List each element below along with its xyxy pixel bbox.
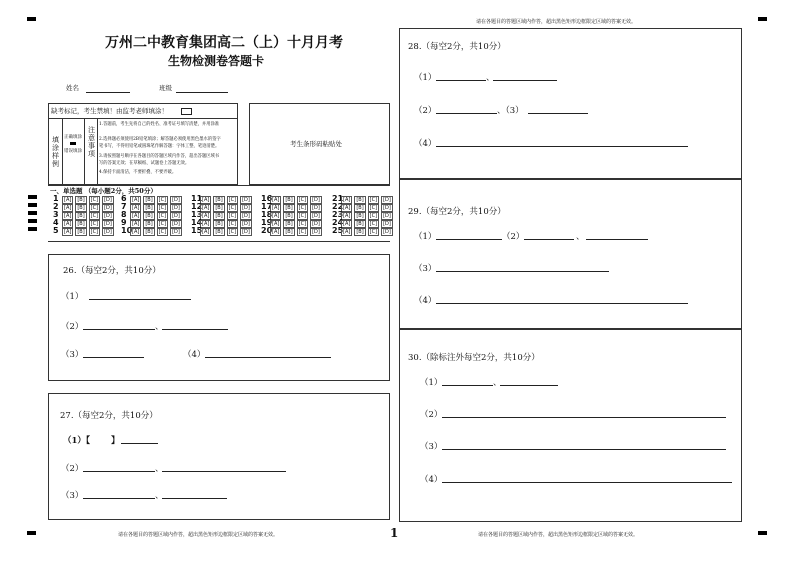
- answer-label: （4）: [183, 350, 206, 360]
- answer-blank[interactable]: [436, 303, 688, 304]
- separator: 、: [155, 491, 164, 501]
- answer-blank[interactable]: [162, 471, 286, 472]
- mc-option-bubble[interactable]: [B]: [215, 229, 223, 235]
- question-28-box: [399, 28, 742, 179]
- bottom-notice-right: 请在各题目的答题区域内作答，超出黑色矩形边框限定区域的答案无效。: [478, 532, 639, 538]
- notice-item: 2.选择题必须使用2B铅笔填涂；解答题必须使用黑色墨水的签字: [99, 137, 221, 142]
- alignment-mark: [28, 227, 37, 231]
- mc-question-10: [121, 226, 184, 236]
- mc-option-bubble[interactable]: [C]: [90, 229, 99, 235]
- answer-label: （4）: [414, 139, 437, 149]
- mc-option-bubble[interactable]: [D]: [312, 213, 320, 219]
- mc-option-bubble[interactable]: [D]: [104, 197, 112, 203]
- mc-option-bubble[interactable]: [D]: [172, 229, 180, 235]
- page-subtitle: 生物检测卷答题卡: [168, 54, 265, 68]
- mc-option-bubble[interactable]: [D]: [312, 229, 320, 235]
- answer-blank[interactable]: [162, 498, 227, 499]
- mc-question-number: 24: [332, 218, 344, 227]
- answer-blank[interactable]: [89, 299, 191, 300]
- mc-option-bubble[interactable]: [B]: [356, 213, 364, 219]
- mc-question-number: 25: [332, 226, 344, 235]
- class-field[interactable]: [176, 92, 228, 93]
- mc-option-bubble[interactable]: [B]: [285, 221, 293, 227]
- answer-label: （3）: [420, 442, 443, 452]
- mc-question-number: 17: [261, 202, 273, 211]
- answer-blank[interactable]: [83, 329, 155, 330]
- answer-blank[interactable]: [162, 329, 228, 330]
- answer-label: （3）: [61, 350, 84, 360]
- mc-option-bubble[interactable]: [C]: [369, 213, 378, 219]
- mc-option-bubble[interactable]: [C]: [298, 229, 307, 235]
- answer-blank[interactable]: [442, 449, 726, 450]
- notice-item: 4.保持卡面清洁，不要折叠、不要弄破。: [99, 170, 177, 175]
- answer-blank[interactable]: [436, 80, 486, 81]
- mc-option-bubble[interactable]: [A]: [272, 213, 280, 219]
- wrong-fill-label: 错误填涂: [64, 149, 82, 154]
- mc-option-bubble[interactable]: [D]: [312, 205, 320, 211]
- answer-blank[interactable]: [436, 271, 609, 272]
- correct-fill-label: 正确填涂: [64, 135, 82, 140]
- separator: 、: [486, 73, 495, 83]
- mc-option-bubble[interactable]: [B]: [77, 197, 85, 203]
- barcode-area: [249, 103, 390, 185]
- page-title: 万州二中教育集团高二（上）十月月考: [105, 35, 343, 51]
- mc-option-bubble[interactable]: [A]: [202, 197, 210, 203]
- mc-option-bubble[interactable]: [C]: [228, 213, 237, 219]
- mc-option-bubble[interactable]: [B]: [285, 213, 293, 219]
- mc-option-bubble[interactable]: [A]: [132, 213, 140, 219]
- answer-blank[interactable]: [83, 357, 144, 358]
- mc-option-bubble[interactable]: [C]: [369, 221, 378, 227]
- mc-option-bubble[interactable]: [C]: [158, 197, 167, 203]
- mc-question-number: 12: [191, 202, 203, 211]
- alignment-mark: [758, 531, 767, 535]
- answer-blank[interactable]: [528, 113, 588, 114]
- mc-option-bubble[interactable]: [B]: [77, 229, 85, 235]
- mc-option-bubble[interactable]: [A]: [132, 221, 140, 227]
- mc-option-bubble[interactable]: [D]: [383, 229, 391, 235]
- mc-option-bubble[interactable]: [B]: [145, 221, 153, 227]
- mc-option-bubble[interactable]: [B]: [77, 213, 85, 219]
- mc-option-bubble[interactable]: [D]: [312, 221, 320, 227]
- mc-option-bubble[interactable]: [C]: [228, 205, 237, 211]
- mc-question-5: [53, 226, 116, 236]
- mc-question-number: 8: [121, 210, 127, 219]
- mc-option-bubble[interactable]: [A]: [272, 197, 280, 203]
- mc-option-bubble[interactable]: [B]: [215, 221, 223, 227]
- mc-option-bubble[interactable]: [B]: [285, 197, 293, 203]
- answer-blank[interactable]: [83, 498, 155, 499]
- answer-blank[interactable]: [524, 239, 574, 240]
- mc-option-bubble[interactable]: [A]: [272, 229, 280, 235]
- mc-option-bubble[interactable]: [D]: [383, 197, 391, 203]
- answer-label: （1）: [414, 232, 437, 242]
- mc-option-bubble[interactable]: [B]: [215, 213, 223, 219]
- mc-option-bubble[interactable]: [B]: [356, 221, 364, 227]
- answer-label: （4）: [420, 475, 443, 485]
- answer-label: 】: [111, 436, 120, 446]
- mc-option-bubble[interactable]: [D]: [172, 213, 180, 219]
- divider: [84, 118, 85, 185]
- absent-mark-label: 缺考标记，考生禁填！由监考老师填涂！: [51, 107, 168, 115]
- question-title: 29.（每空2分，共10分）: [408, 207, 506, 217]
- mc-option-bubble[interactable]: [D]: [242, 221, 250, 227]
- answer-blank[interactable]: [436, 239, 502, 240]
- mc-option-bubble[interactable]: [B]: [145, 229, 153, 235]
- mc-option-bubble[interactable]: [C]: [298, 197, 307, 203]
- answer-label: （4）: [414, 296, 437, 306]
- question-27-box: [48, 393, 390, 520]
- answer-label: （1）: [61, 292, 84, 302]
- answer-blank[interactable]: [436, 113, 497, 114]
- question-title: 27.（每空2分，共10分）: [60, 411, 158, 421]
- question-title: 28.（每空2分，共10分）: [408, 42, 506, 52]
- answer-label: （1）: [414, 73, 437, 83]
- mc-question-number: 22: [332, 202, 344, 211]
- class-label: 班级: [159, 84, 172, 92]
- mc-option-bubble[interactable]: [D]: [242, 205, 250, 211]
- answer-blank[interactable]: [121, 443, 158, 444]
- mc-option-bubble[interactable]: [B]: [356, 229, 364, 235]
- mc-option-bubble[interactable]: [D]: [172, 205, 180, 211]
- mc-option-bubble[interactable]: [C]: [90, 213, 99, 219]
- notice-item: 3.请按照题号顺序在各题目的答题区域内作答，超出答题区域书: [99, 154, 220, 159]
- answer-label: （2）: [502, 232, 525, 242]
- mc-question-number: 4: [53, 218, 59, 227]
- instructions-box: [48, 103, 238, 185]
- mc-question-number: 13: [191, 210, 203, 219]
- question-30-box: [399, 329, 742, 522]
- notice-item: 1.答题前，考生先将自己的姓名、准考证号填写清楚，并用涂准: [99, 122, 220, 127]
- name-field[interactable]: [86, 92, 130, 93]
- mc-option-bubble[interactable]: [D]: [104, 205, 112, 211]
- answer-label: （3）: [61, 491, 84, 501]
- mc-option-bubble[interactable]: [A]: [343, 205, 351, 211]
- divider: [97, 118, 98, 185]
- mc-option-bubble[interactable]: [A]: [132, 205, 140, 211]
- alignment-mark: [28, 211, 37, 215]
- mc-question-number: 11: [191, 194, 203, 203]
- alignment-mark: [27, 531, 36, 535]
- mc-option-bubble[interactable]: [D]: [104, 221, 112, 227]
- name-label: 姓名: [66, 84, 79, 92]
- mc-option-bubble[interactable]: [A]: [64, 197, 72, 203]
- mc-option-bubble[interactable]: [C]: [90, 197, 99, 203]
- question-title: 30.（除标注外每空2分，共10分）: [408, 353, 540, 363]
- mc-question-number: 10: [121, 226, 133, 235]
- question-26-box: [48, 254, 390, 381]
- alignment-mark: [758, 17, 767, 21]
- mc-question-number: 7: [121, 202, 127, 211]
- mc-option-bubble[interactable]: [C]: [369, 205, 378, 211]
- answer-label: （2）: [61, 322, 84, 332]
- mc-question-number: 14: [191, 218, 203, 227]
- mc-option-bubble[interactable]: [D]: [312, 197, 320, 203]
- mc-option-bubble[interactable]: [A]: [272, 205, 280, 211]
- mc-option-bubble[interactable]: [B]: [145, 205, 153, 211]
- mc-option-bubble[interactable]: [D]: [383, 205, 391, 211]
- mc-option-bubble[interactable]: [B]: [356, 197, 364, 203]
- mc-option-bubble[interactable]: [A]: [132, 197, 140, 203]
- mc-option-bubble[interactable]: [B]: [215, 205, 223, 211]
- top-notice: 请在各题目的答题区域内作答，超出黑色矩形边框限定区域的答案无效。: [476, 19, 637, 25]
- answer-blank[interactable]: [436, 146, 688, 147]
- separator: 、: [155, 464, 164, 474]
- mc-option-bubble[interactable]: [B]: [145, 197, 153, 203]
- answer-label: （1）【: [63, 436, 91, 446]
- answer-label: （2）: [61, 464, 84, 474]
- answer-label: （2）: [420, 410, 443, 420]
- mc-option-bubble[interactable]: [A]: [202, 205, 210, 211]
- notice-item: 写的答案无效；在草稿纸、试题卷上答题无效。: [99, 161, 190, 166]
- answer-blank[interactable]: [493, 80, 557, 81]
- mc-question-25: [332, 226, 395, 236]
- answer-label: 、（3）: [497, 106, 524, 116]
- mc-option-bubble[interactable]: [C]: [298, 221, 307, 227]
- alignment-mark: [27, 17, 36, 21]
- mc-question-number: 9: [121, 218, 127, 227]
- mc-option-bubble[interactable]: [B]: [145, 213, 153, 219]
- bottom-notice-left: 请在各题目的答题区域内作答，超出黑色矩形边框限定区域的答案无效。: [118, 532, 279, 538]
- answer-label: （2）: [414, 106, 437, 116]
- mc-option-bubble[interactable]: [A]: [202, 229, 210, 235]
- answer-blank[interactable]: [442, 482, 732, 483]
- mc-option-bubble[interactable]: [A]: [64, 205, 72, 211]
- answer-blank[interactable]: [500, 385, 558, 386]
- answer-blank[interactable]: [586, 239, 648, 240]
- mc-option-bubble[interactable]: [C]: [298, 205, 307, 211]
- mc-option-bubble[interactable]: [C]: [158, 221, 167, 227]
- absent-mark-checkbox[interactable]: [181, 108, 192, 115]
- question-title: 26.（每空2分，共10分）: [63, 266, 161, 276]
- mc-question-number: 5: [53, 226, 59, 235]
- separator: 、: [493, 378, 502, 388]
- mc-question-number: 20: [261, 226, 273, 235]
- mc-option-bubble[interactable]: [B]: [77, 205, 85, 211]
- mc-option-bubble[interactable]: [C]: [90, 221, 99, 227]
- mc-option-bubble[interactable]: [A]: [202, 221, 210, 227]
- mc-option-bubble[interactable]: [B]: [215, 197, 223, 203]
- mc-option-bubble[interactable]: [C]: [158, 229, 167, 235]
- answer-blank[interactable]: [205, 357, 331, 358]
- mc-question-15: [191, 226, 254, 236]
- answer-blank[interactable]: [442, 417, 726, 418]
- mc-option-bubble[interactable]: [A]: [272, 221, 280, 227]
- mc-option-bubble[interactable]: [B]: [285, 229, 293, 235]
- mc-question-number: 16: [261, 194, 273, 203]
- separator: 、: [576, 232, 585, 242]
- mc-option-bubble[interactable]: [B]: [356, 205, 364, 211]
- mc-option-bubble[interactable]: [A]: [132, 229, 140, 235]
- mc-option-bubble[interactable]: [A]: [64, 213, 72, 219]
- mc-question-number: 18: [261, 210, 273, 219]
- mc-option-bubble[interactable]: [C]: [90, 205, 99, 211]
- mc-option-bubble[interactable]: [A]: [343, 221, 351, 227]
- mc-option-bubble[interactable]: [A]: [202, 213, 210, 219]
- alignment-mark: [28, 195, 37, 199]
- mc-option-bubble[interactable]: [D]: [104, 213, 112, 219]
- answer-blank[interactable]: [83, 471, 155, 472]
- mc-option-bubble[interactable]: [C]: [228, 221, 237, 227]
- mc-option-bubble[interactable]: [C]: [228, 229, 237, 235]
- mc-option-bubble[interactable]: [A]: [64, 221, 72, 227]
- notice-item: 笔书写，不得用铅笔或圆珠笔作解答题：字体工整、笔迹清楚。: [99, 144, 220, 149]
- mc-option-bubble[interactable]: [D]: [242, 229, 250, 235]
- mc-question-number: 6: [121, 194, 127, 203]
- mc-option-bubble[interactable]: [C]: [369, 229, 378, 235]
- mc-option-bubble[interactable]: [D]: [172, 197, 180, 203]
- mc-question-number: 23: [332, 210, 344, 219]
- mc-option-bubble[interactable]: [A]: [343, 229, 351, 235]
- mc-option-bubble[interactable]: [C]: [158, 205, 167, 211]
- answer-label: （1）: [420, 378, 443, 388]
- mc-option-bubble[interactable]: [D]: [383, 213, 391, 219]
- mc-question-number: 15: [191, 226, 203, 235]
- mc-option-bubble[interactable]: [D]: [104, 229, 112, 235]
- fill-example-label: 填涂样例: [52, 136, 59, 168]
- answer-label: （3）: [414, 264, 437, 274]
- mc-option-bubble[interactable]: [D]: [172, 221, 180, 227]
- mc-option-bubble[interactable]: [A]: [343, 213, 351, 219]
- mc-question-number: 21: [332, 194, 344, 203]
- page-number: 1: [390, 526, 399, 540]
- mc-question-number: 2: [53, 202, 59, 211]
- mc-option-bubble[interactable]: [D]: [242, 197, 250, 203]
- mc-option-bubble[interactable]: [D]: [242, 213, 250, 219]
- mc-option-bubble[interactable]: [C]: [228, 197, 237, 203]
- mc-option-bubble[interactable]: [C]: [298, 213, 307, 219]
- mc-option-bubble[interactable]: [C]: [369, 197, 378, 203]
- mc-option-bubble[interactable]: [A]: [64, 229, 72, 235]
- mc-question-number: 19: [261, 218, 273, 227]
- mc-question-number: 3: [53, 210, 59, 219]
- alignment-mark: [28, 203, 37, 207]
- mc-title: 一、单选题 （每小题2分，共50分）: [50, 187, 157, 195]
- separator: 、: [155, 322, 164, 332]
- question-29-box: [399, 179, 742, 329]
- correct-fill-sample: [70, 142, 76, 145]
- mc-question-number: 1: [53, 194, 59, 203]
- notice-label: 注意事项: [88, 126, 95, 158]
- divider: [49, 118, 238, 119]
- divider: [62, 118, 63, 185]
- barcode-label: 考生条形码粘贴处: [290, 140, 342, 148]
- alignment-mark: [28, 219, 37, 223]
- mc-option-bubble[interactable]: [A]: [343, 197, 351, 203]
- mc-option-bubble[interactable]: [B]: [285, 205, 293, 211]
- mc-option-bubble[interactable]: [D]: [383, 221, 391, 227]
- mc-question-20: [261, 226, 324, 236]
- answer-blank[interactable]: [442, 385, 493, 386]
- mc-option-bubble[interactable]: [C]: [158, 213, 167, 219]
- mc-option-bubble[interactable]: [B]: [77, 221, 85, 227]
